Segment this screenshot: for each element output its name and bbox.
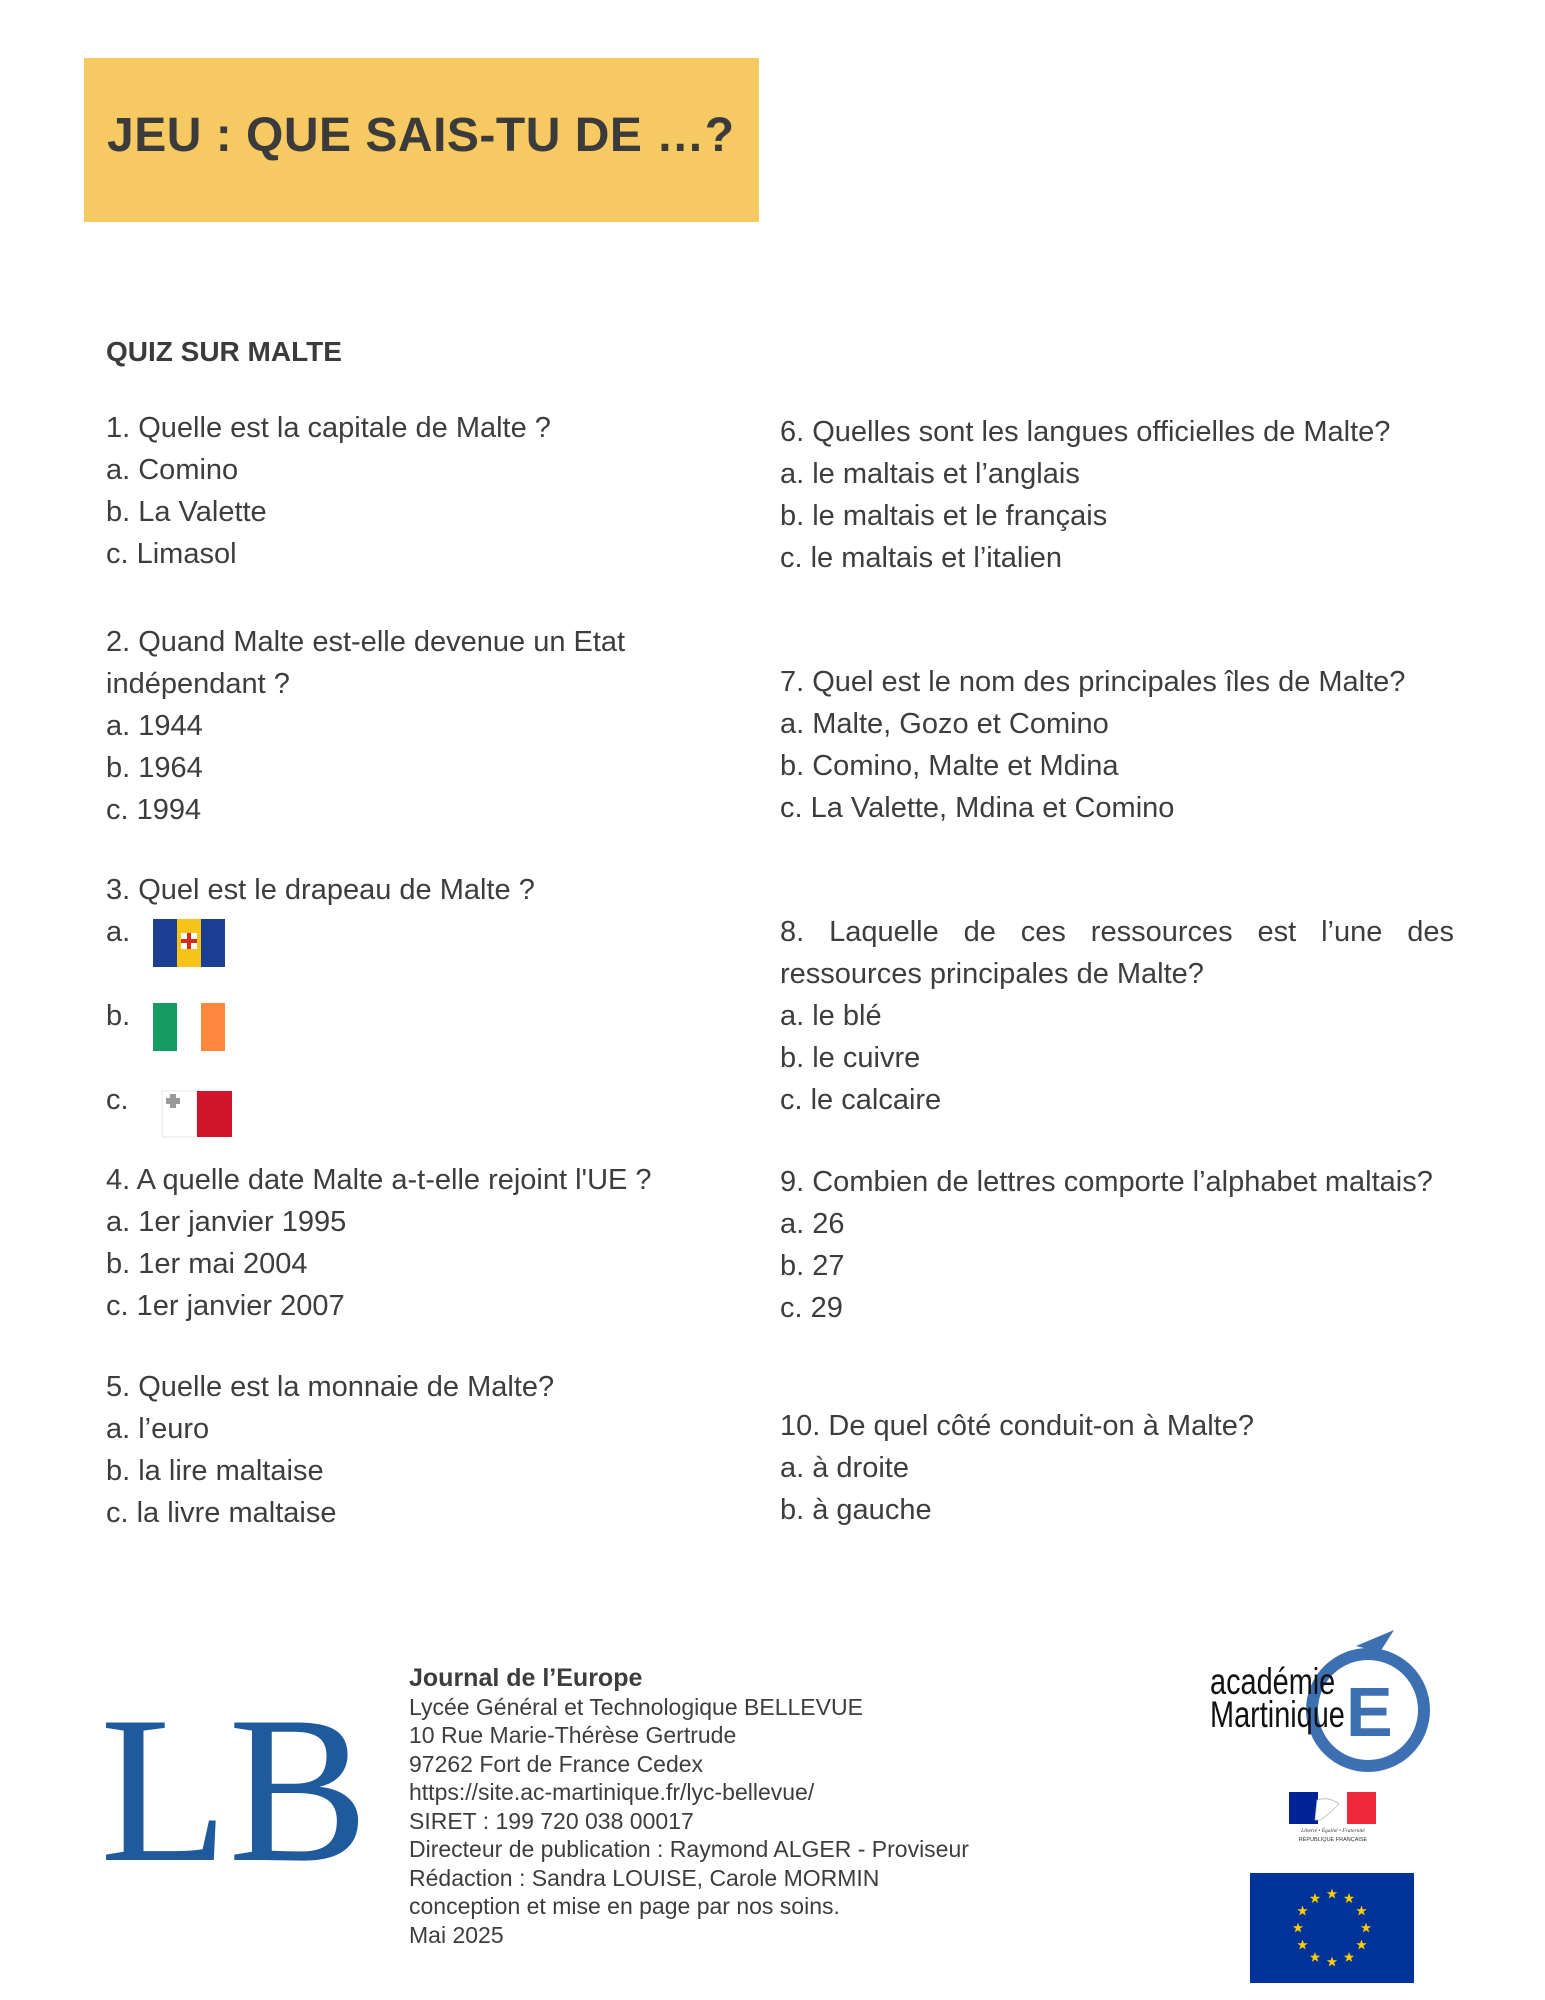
quiz-heading: QUIZ SUR MALTE: [106, 336, 342, 367]
option-b: b. le maltais et le français: [780, 500, 1108, 532]
option-b: b. 1964: [106, 752, 203, 784]
question-text: 1. Quelle est la capitale de Malte ?: [106, 412, 551, 444]
lb-logo-icon: [100, 1674, 369, 1906]
option-a: a. 1er janvier 1995: [106, 1206, 347, 1238]
question-6: [780, 411, 1454, 579]
svg-text:E: E: [1346, 1673, 1393, 1751]
option-b: b. La Valette: [106, 496, 267, 528]
option-a-row: [106, 911, 756, 995]
option-c-row: [106, 1079, 756, 1163]
conception: conception et mise en page par nos soins.: [409, 1893, 840, 1919]
option-b: b. 1er mai 2004: [106, 1248, 308, 1280]
option-c: c. 1er janvier 2007: [106, 1290, 345, 1322]
option-c: c. le calcaire: [780, 1084, 942, 1116]
redaction: Rédaction : Sandra LOUISE, Carole MORMIN: [409, 1864, 880, 1891]
rf-name: RÉPUBLIQUE FRANÇAISE: [1298, 1837, 1368, 1843]
option-a: a. 26: [780, 1208, 845, 1240]
option-b: b. à gauche: [780, 1494, 932, 1526]
option-c-label: c.: [106, 1084, 129, 1116]
question-text: 8. Laquelle de ces ressources est l’une des ressources principales de Malte?: [780, 916, 1454, 990]
question-text: 7. Quel est le nom des principales îles de Malte?: [780, 666, 1406, 698]
journal-title: Journal de l’Europe: [409, 1664, 643, 1692]
option-a: a. le blé: [780, 1000, 882, 1032]
madeira-flag-icon: [153, 919, 225, 967]
question-text: 6. Quelles sont les langues officielles de Malte?: [780, 416, 1391, 448]
rf-motto: Liberté • Égalité • Fraternité: [1301, 1828, 1365, 1834]
question-7: [780, 661, 1454, 829]
academie-martinique-logo-icon: [1210, 1628, 1435, 1778]
option-c: c. 1994: [106, 794, 202, 826]
publication-director: Directeur de publication : Raymond ALGER - Proviseur: [409, 1836, 969, 1862]
question-4: [106, 1159, 756, 1327]
publication-date: Mai 2025: [409, 1921, 504, 1948]
academie-text: académie: [1210, 1661, 1336, 1703]
lb-logo-letter-l: LB: [100, 1674, 369, 1906]
siret: SIRET : 199 720 038 00017: [409, 1807, 694, 1834]
question-10: [780, 1405, 1454, 1531]
question-text: 4. A quelle date Malte a-t-elle rejoint l'UE ?: [106, 1164, 652, 1196]
option-c: c. La Valette, Mdina et Comino: [780, 792, 1175, 824]
question-text: 3. Quel est le drapeau de Malte ?: [106, 874, 535, 906]
option-b: b. 27: [780, 1250, 845, 1282]
option-a-label: a.: [106, 916, 131, 948]
republique-francaise-logo-icon: [1287, 1790, 1379, 1846]
option-b: b. la lire maltaise: [106, 1455, 324, 1487]
question-text: 9. Combien de lettres comporte l’alphabet maltais?: [780, 1166, 1433, 1198]
footer-info: [409, 1664, 1129, 1949]
option-c: c. Limasol: [106, 538, 237, 570]
option-c: c. 29: [780, 1292, 843, 1324]
address-street: 10 Rue Marie-Thérèse Gertrude: [409, 1722, 737, 1748]
question-text: 5. Quelle est la monnaie de Malte?: [106, 1371, 555, 1403]
page-title: JEU : QUE SAIS-TU DE …?: [107, 109, 735, 162]
option-b-row: [106, 995, 756, 1079]
website-link[interactable]: https://site.ac-martinique.fr/lyc-bellevue/: [409, 1779, 815, 1805]
option-a: a. l’euro: [106, 1413, 210, 1445]
question-3: [106, 869, 756, 1163]
question-5: [106, 1366, 756, 1534]
school-name: Lycée Général et Technologique BELLEVUE: [409, 1693, 863, 1720]
question-2: [106, 621, 756, 831]
option-a: a. Malte, Gozo et Comino: [780, 708, 1109, 740]
malta-flag-icon: [162, 1091, 232, 1137]
question-8: [780, 911, 1454, 1121]
question-9: [780, 1161, 1454, 1329]
option-b: b. le cuivre: [780, 1042, 921, 1074]
option-a: a. à droite: [780, 1452, 909, 1484]
martinique-text: Martinique: [1210, 1694, 1345, 1736]
option-a: a. le maltais et l’anglais: [780, 458, 1080, 490]
option-a: a. Comino: [106, 454, 239, 486]
question-text-line-2: indépendant ?: [106, 668, 290, 700]
question-1: [106, 407, 756, 575]
question-text-line-1: 2. Quand Malte est-elle devenue un Etat: [106, 626, 626, 658]
option-c: c. le maltais et l’italien: [780, 542, 1063, 574]
option-b: b. Comino, Malte et Mdina: [780, 750, 1119, 782]
question-text: 10. De quel côté conduit-on à Malte?: [780, 1410, 1254, 1442]
address-city: 97262 Fort de France Cedex: [409, 1750, 704, 1777]
eu-flag-icon: [1250, 1873, 1414, 1983]
option-b-label: b.: [106, 1000, 131, 1032]
option-c: c. la livre maltaise: [106, 1497, 337, 1529]
option-a: a. 1944: [106, 710, 203, 742]
ireland-flag-icon: [153, 1003, 225, 1051]
